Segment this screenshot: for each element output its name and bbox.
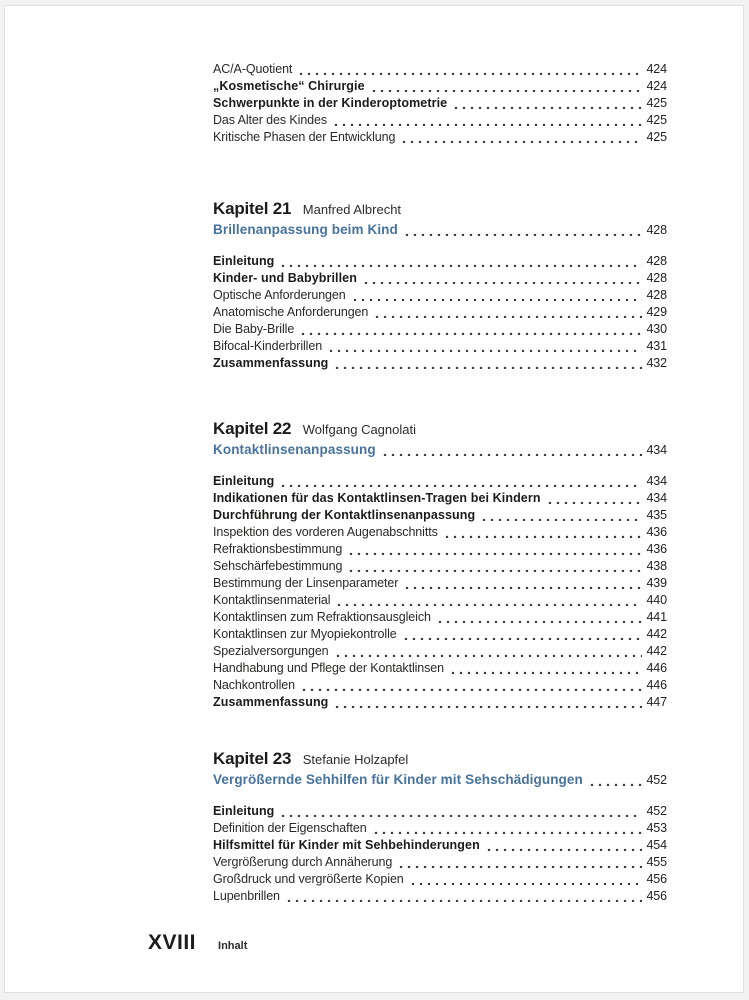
dot-leader [370, 88, 643, 92]
toc-entry-label: Kontaktlinsen zum Refraktionsausgleich [213, 610, 431, 624]
dot-leader [485, 847, 643, 851]
dot-leader [297, 71, 642, 75]
toc-entry-page: 425 [646, 96, 667, 110]
chapter-title: Brillenanpassung beim Kind [213, 222, 398, 237]
folio-page-number: XVIII [148, 931, 197, 954]
toc-entry-label: Sehschärfebestimmung [213, 559, 343, 573]
toc-entry-row [213, 112, 667, 129]
toc-entry-label: Kontaktlinsen zur Myopiekontrolle [213, 627, 397, 641]
toc-entry-page: 455 [646, 855, 667, 869]
toc-entry-label: Refraktionsbestimmung [213, 542, 343, 556]
toc-entry-row [213, 558, 667, 575]
toc-entry-label: Zusammenfassung [213, 356, 329, 370]
chapter-author: Manfred Albrecht [302, 202, 402, 217]
toc-entry-page: 428 [646, 271, 667, 285]
chapter-author: Stefanie Holzapfel [302, 752, 409, 767]
dot-leader [300, 687, 642, 691]
toc-entry-label: Kritische Phasen der Entwicklung [213, 130, 396, 144]
chapter-entries [213, 803, 667, 905]
toc-entry-page: 432 [646, 356, 667, 370]
toc-entry-row [213, 871, 667, 888]
toc-entry-row [213, 524, 667, 541]
toc-entry-label: Bifocal-Kinderbrillen [213, 339, 323, 353]
dot-leader [347, 551, 642, 555]
toc-entry-row [213, 129, 667, 146]
toc-entry-page: 453 [646, 821, 667, 835]
dot-leader [327, 348, 642, 352]
chapter-entries [213, 473, 667, 711]
toc-entry-row [213, 473, 667, 490]
dot-leader [299, 331, 642, 335]
toc-entry-row [213, 609, 667, 626]
toc-entry-row [213, 270, 667, 287]
toc-entry-label: Einleitung [213, 804, 275, 818]
dot-leader [351, 297, 643, 301]
toc-entry-label: Die Baby-Brille [213, 322, 295, 336]
toc-entry-row [213, 355, 667, 372]
toc-entry-label: Anatomische Anforderungen [213, 305, 369, 319]
chapter-title-row [213, 221, 667, 239]
dot-leader [400, 139, 642, 143]
dot-leader [480, 517, 642, 521]
chapter-title: Vergrößernde Sehhilfen für Kinder mit Sehschädigungen [213, 772, 583, 787]
dot-leader [332, 122, 642, 126]
toc-entry-row [213, 287, 667, 304]
dot-leader [362, 280, 642, 284]
toc-entry-row [213, 820, 667, 837]
dot-leader [333, 704, 642, 708]
chapter-heading [213, 419, 667, 440]
toc-entry-page: 436 [646, 542, 667, 556]
dot-leader [402, 636, 643, 640]
dot-leader [279, 813, 642, 817]
chapter-author: Wolfgang Cagnolati [302, 422, 416, 437]
dot-leader [452, 105, 642, 109]
toc-entry-label: Großdruck und vergrößerte Kopien [213, 872, 404, 886]
toc-section-kapitel-22 [213, 419, 667, 711]
chapter-heading [213, 199, 667, 220]
toc-entry-page: 454 [646, 838, 667, 852]
toc-entry-page: 456 [646, 872, 667, 886]
chapter-page: 428 [646, 223, 667, 237]
toc-entry-label: Nachkontrollen [213, 678, 295, 692]
toc-entry-row [213, 660, 667, 677]
toc-entry-page: 428 [646, 288, 667, 302]
toc-entry-label: Inspektion des vorderen Augenabschnitts [213, 525, 438, 539]
toc-entry-row [213, 507, 667, 524]
dot-leader [334, 653, 643, 657]
toc-section-continued [213, 61, 667, 146]
toc-entry-row [213, 626, 667, 643]
toc-entry-row [213, 541, 667, 558]
chapter-page: 434 [646, 443, 667, 457]
toc-entry-row [213, 694, 667, 711]
toc-entry-row [213, 592, 667, 609]
toc-entry-page: 436 [646, 525, 667, 539]
toc-entry-page: 440 [646, 593, 667, 607]
chapter-title: Kontaktlinsenanpassung [213, 442, 376, 457]
toc-entry-label: AC/A-Quotient [213, 62, 293, 76]
toc-entry-page: 434 [646, 491, 667, 505]
dot-leader [546, 500, 643, 504]
toc-entry-label: Einleitung [213, 474, 275, 488]
dot-leader [335, 602, 642, 606]
toc-entry-page: 424 [646, 79, 667, 93]
toc-entry-label: Kontaktlinsenmaterial [213, 593, 331, 607]
dot-leader [279, 263, 642, 267]
toc-entry-page: 428 [646, 254, 667, 268]
toc-entry-label: Kinder- und Babybrillen [213, 271, 357, 285]
toc-entry-row [213, 61, 667, 78]
toc-entry-label: Durchführung der Kontaktlinsenanpassung [213, 508, 476, 522]
dot-leader [409, 881, 643, 885]
dot-leader [397, 864, 642, 868]
toc-entry-row [213, 78, 667, 95]
toc-entry-label: Zusammenfassung [213, 695, 329, 709]
toc-section-kapitel-21 [213, 199, 667, 372]
toc-entry-row [213, 837, 667, 854]
toc-entry-page: 429 [646, 305, 667, 319]
toc-entry-row [213, 321, 667, 338]
chapter-number: Kapitel 23 [213, 749, 292, 768]
toc-entry-page: 424 [646, 62, 667, 76]
toc-entry-label: Das Alter des Kindes [213, 113, 328, 127]
toc-entry-page: 431 [646, 339, 667, 353]
dot-leader [449, 670, 642, 674]
book-page [4, 5, 744, 993]
toc-entry-row [213, 304, 667, 321]
toc-entry-row [213, 888, 667, 905]
dot-leader [279, 483, 642, 487]
toc-entry-page: 425 [646, 130, 667, 144]
toc-entry-label: Lupenbrillen [213, 889, 280, 903]
toc-entry-row [213, 643, 667, 660]
toc-section-kapitel-23 [213, 749, 667, 905]
toc-entry-label: Indikationen für das Kontaktlinsen-Tragen bei Kindern [213, 491, 541, 505]
toc-entry-page: 442 [646, 644, 667, 658]
toc-entry-label: „Kosmetische“ Chirurgie [213, 79, 365, 93]
chapter-number: Kapitel 21 [213, 199, 292, 218]
toc-entry-row [213, 490, 667, 507]
toc-entry-page: 447 [646, 695, 667, 709]
toc-entry-label: Hilfsmittel für Kinder mit Sehbehinderungen [213, 838, 480, 852]
toc-entry-page: 435 [646, 508, 667, 522]
chapter-number: Kapitel 22 [213, 419, 292, 438]
toc-entry-label: Einleitung [213, 254, 275, 268]
toc-entry-page: 442 [646, 627, 667, 641]
dot-leader [373, 314, 642, 318]
toc-entry-page: 430 [646, 322, 667, 336]
toc-entry-label: Optische Anforderungen [213, 288, 346, 302]
dot-leader [443, 534, 643, 538]
dot-leader [588, 782, 643, 786]
toc-entry-label: Definition der Eigenschaften [213, 821, 367, 835]
dot-leader [347, 568, 642, 572]
toc-entry-row [213, 95, 667, 112]
dot-leader [372, 830, 643, 834]
toc-entry-page: 438 [646, 559, 667, 573]
toc-entry-row [213, 575, 667, 592]
toc-entry-row [213, 854, 667, 871]
toc-entry-page: 446 [646, 661, 667, 675]
toc-entry-page: 434 [646, 474, 667, 488]
toc-entry-label: Schwerpunkte in der Kinderoptometrie [213, 96, 448, 110]
dot-leader [285, 898, 643, 902]
toc-entry-page: 441 [646, 610, 667, 624]
toc-entry-label: Bestimmung der Linsenparameter [213, 576, 399, 590]
dot-leader [403, 585, 642, 589]
toc-entry-page: 456 [646, 889, 667, 903]
chapter-page: 452 [646, 773, 667, 787]
chapter-title-row [213, 771, 667, 789]
toc-entry-row [213, 677, 667, 694]
toc-entry-label: Vergrößerung durch Annäherung [213, 855, 393, 869]
chapter-title-row [213, 441, 667, 459]
dot-leader [436, 619, 643, 623]
toc-entry-label: Spezialversorgungen [213, 644, 329, 658]
dot-leader [403, 232, 643, 236]
page-footer [148, 931, 247, 955]
toc-entry-label: Handhabung und Pflege der Kontaktlinsen [213, 661, 445, 675]
chapter-entries [213, 253, 667, 372]
toc-entry-page: 425 [646, 113, 667, 127]
toc-entry-page: 452 [646, 804, 667, 818]
toc-entry-row [213, 253, 667, 270]
toc-entry-row [213, 803, 667, 820]
chapter-heading [213, 749, 667, 770]
dot-leader [333, 365, 642, 369]
toc-entry-row [213, 338, 667, 355]
toc-entry-page: 446 [646, 678, 667, 692]
toc-entry-page: 439 [646, 576, 667, 590]
footer-section-label: Inhalt [218, 940, 248, 952]
toc-content [5, 6, 743, 992]
dot-leader [381, 452, 643, 456]
